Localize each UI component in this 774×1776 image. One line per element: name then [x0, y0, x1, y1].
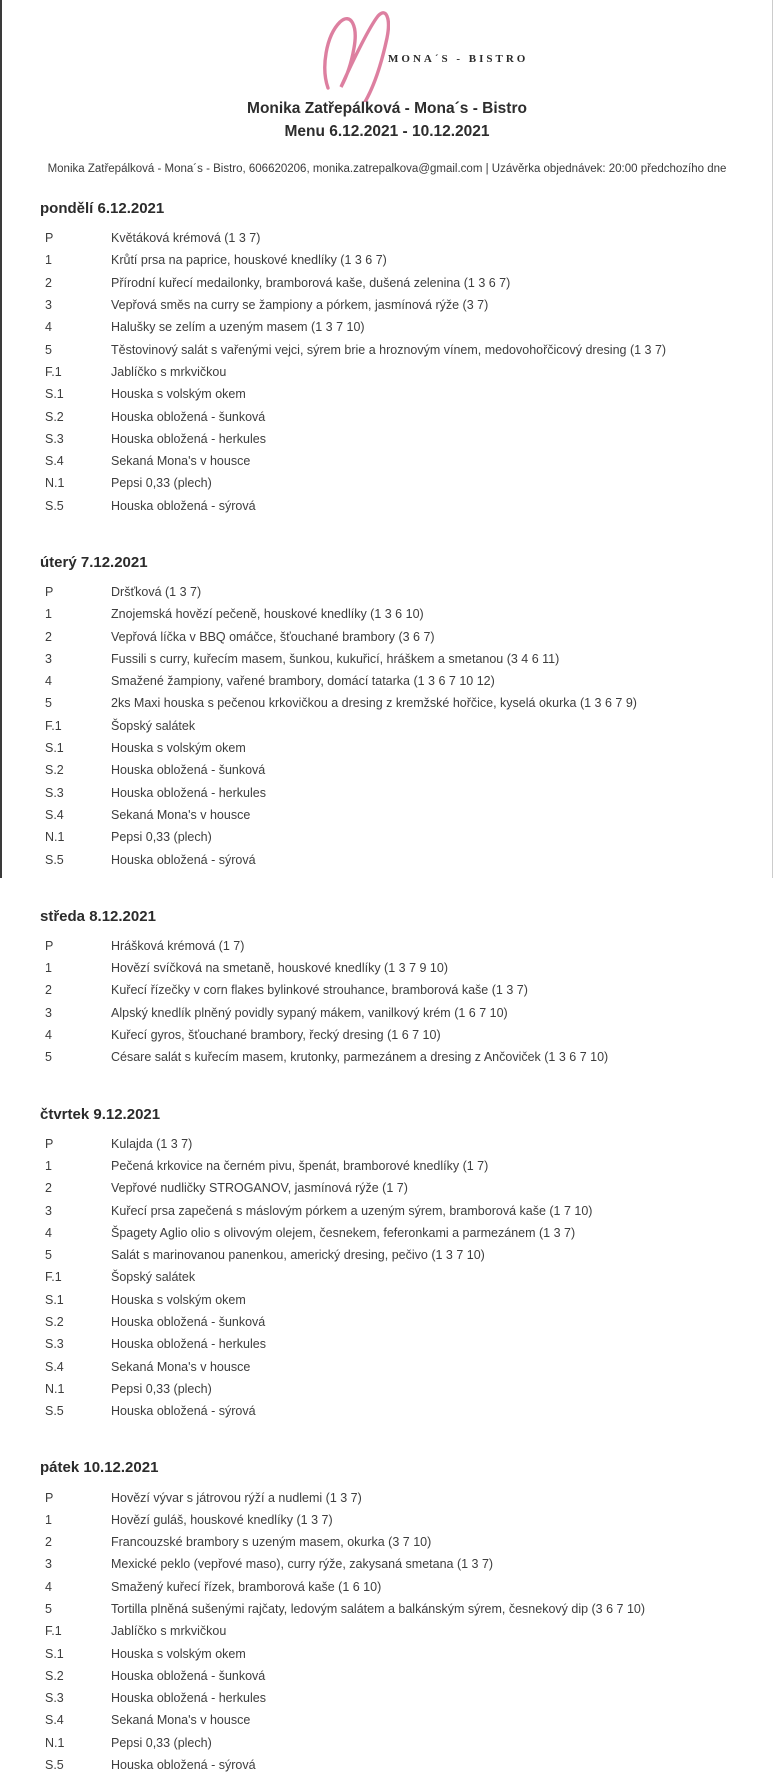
day-section	[0, 1459, 774, 1776]
menu-item-description: Hovězí svíčková na smetaně, houskové knedlíky (1 3 7 9 10)	[111, 961, 448, 976]
menu-item-description: Jablíčko s mrkvičkou	[111, 1624, 227, 1639]
menu-item-code: S.1	[45, 387, 64, 402]
menu-item-description: Sekaná Mona's v housce	[111, 454, 251, 469]
menu-row	[0, 294, 774, 316]
menu-row	[0, 1222, 774, 1244]
day-rows	[0, 227, 774, 517]
menu-item-description: Sekaná Mona's v housce	[111, 1713, 251, 1728]
menu-item-code: S.1	[45, 1292, 64, 1307]
menu-item-description: Smažený kuřecí řízek, bramborová kaše (1 6 10)	[111, 1579, 382, 1594]
menu-row	[0, 338, 774, 360]
menu-row	[0, 1732, 774, 1754]
day-rows	[0, 1486, 774, 1776]
menu-row	[0, 249, 774, 271]
menu-row	[0, 1155, 774, 1177]
bistro-logo	[320, 10, 529, 102]
menu-row	[0, 1289, 774, 1311]
menu-item-description: Pepsi 0,33 (plech)	[111, 476, 212, 491]
menu-row	[0, 1378, 774, 1400]
menu-row	[0, 450, 774, 472]
menu-item-code: N.1	[45, 476, 65, 491]
menu-item-code: 1	[45, 1158, 52, 1173]
day-heading: čtvrtek 9.12.2021	[40, 1105, 161, 1123]
menu-item-description: Francouzské brambory s uzeným masem, okurka (3 7 10)	[111, 1535, 432, 1550]
menu-item-description: Hovězí guláš, houskové knedlíky (1 3 7)	[111, 1512, 333, 1527]
menu-row	[0, 1486, 774, 1508]
menu-item-code: S.3	[45, 785, 64, 800]
menu-item-description: Přírodní kuřecí medailonky, bramborová kaše, dušená zelenina (1 3 6 7)	[111, 275, 511, 290]
menu-item-code: 5	[45, 342, 52, 357]
menu-item-description: Pepsi 0,33 (plech)	[111, 1735, 212, 1750]
menu-row	[0, 272, 774, 294]
menu-row	[0, 1002, 774, 1024]
day-rows	[0, 1133, 774, 1423]
menu-item-description: Hovězí vývar s játrovou rýží a nudlemi (1 3 7)	[111, 1490, 362, 1505]
menu-row	[0, 848, 774, 870]
menu-item-description: Pepsi 0,33 (plech)	[111, 830, 212, 845]
menu-row	[0, 692, 774, 714]
menu-item-description: Houska obložená - herkules	[111, 1337, 266, 1352]
day-section	[0, 908, 774, 1069]
menu-item-code: 3	[45, 1005, 52, 1020]
menu-row	[0, 1531, 774, 1553]
menu-item-code: 1	[45, 961, 52, 976]
menu-item-description: Houska s volským okem	[111, 1646, 246, 1661]
menu-item-code: 5	[45, 1248, 52, 1263]
menu-row	[0, 1266, 774, 1288]
menu-item-code: S.2	[45, 1315, 64, 1330]
menu-item-code: S.2	[45, 409, 64, 424]
menu-item-code: F.1	[45, 1270, 62, 1285]
menu-item-description: Krůtí prsa na paprice, houskové knedlíky (1 3 6 7)	[111, 253, 387, 268]
day-section	[0, 200, 774, 517]
menu-item-description: Kuřecí prsa zapečená s máslovým pórkem a uzeným sýrem, bramborová kaše (1 7 10)	[111, 1203, 593, 1218]
menu-row	[0, 737, 774, 759]
menu-row	[0, 1133, 774, 1155]
menu-item-description: Špagety Aglio olio s olivovým olejem, česnekem, feferonkami a parmezánem (1 3 7)	[111, 1225, 576, 1240]
menu-row	[0, 782, 774, 804]
menu-item-description: Šopský salátek	[111, 718, 196, 733]
menu-row	[0, 472, 774, 494]
menu-item-code: S.5	[45, 1404, 64, 1419]
menu-row	[0, 979, 774, 1001]
menu-row	[0, 648, 774, 670]
menu-item-description: 2ks Maxi houska s pečenou krkovičkou a dresing z kremžské hořčice, kyselá okurka (1 3 6 7 9)	[111, 696, 637, 711]
menu-row	[0, 1576, 774, 1598]
menu-row	[0, 1177, 774, 1199]
menu-item-code: 2	[45, 275, 52, 290]
menu-row	[0, 759, 774, 781]
menu-row	[0, 1509, 774, 1531]
menu-date-range: Menu 6.12.2021 - 10.12.2021	[284, 123, 490, 140]
menu-item-description: Alpský knedlík plněný povidly sypaný mákem, vanilkový krém (1 6 7 10)	[111, 1005, 508, 1020]
menu-item-description: Vepřová líčka v BBQ omáčce, šťouchané brambory (3 6 7)	[111, 629, 435, 644]
day-heading: středa 8.12.2021	[40, 907, 156, 925]
contact-info-line: Monika Zatřepálková - Mona´s - Bistro, 606620206, monika.zatrepalkova@gmail.com | Uzávěrka objednávek: 20:00 předchozího dne	[47, 163, 727, 175]
menu-item-description: Houska obložená - sýrová	[111, 1758, 256, 1773]
menu-item-description: Hrášková krémová (1 7)	[111, 938, 245, 953]
menu-item-description: Těstovinový salát s vařenými vejci, sýrem brie a hroznovým vínem, medovohořčicový dresing (1 3 7)	[111, 342, 667, 357]
menu-row	[0, 670, 774, 692]
page-title: Monika Zatřepálková - Mona´s - Bistro	[247, 100, 527, 117]
menu-item-code: S.2	[45, 763, 64, 778]
menu-item-description: Houska obložená - šunková	[111, 1668, 266, 1683]
menu-item-code: 3	[45, 1203, 52, 1218]
menu-row	[0, 1244, 774, 1266]
menu-item-description: Sekaná Mona's v housce	[111, 1359, 251, 1374]
menu-item-description: Tortilla plněná sušenými rajčaty, ledovým salátem a balkánským sýrem, česnekový dip (3 6 7 10)	[111, 1601, 646, 1616]
menu-item-description: Znojemská hovězí pečeně, houskové knedlíky (1 3 6 10)	[111, 607, 424, 622]
menu-item-code: P	[45, 585, 54, 599]
menu-item-code: 4	[45, 1225, 52, 1240]
menu-item-description: Pepsi 0,33 (plech)	[111, 1381, 212, 1396]
menu-item-code: F.1	[45, 718, 62, 733]
menu-item-description: Salát s marinovanou panenkou, americký dresing, pečivo (1 3 7 10)	[111, 1248, 485, 1263]
menu-item-code: S.3	[45, 431, 64, 446]
menu-item-code: 3	[45, 651, 52, 666]
menu-item-description: Jablíčko s mrkvičkou	[111, 364, 227, 379]
menu-item-code: 2	[45, 983, 52, 998]
menu-item-code: 5	[45, 696, 52, 711]
menu-item-code: P	[45, 1490, 54, 1505]
menu-row	[0, 316, 774, 338]
menu-row	[0, 1024, 774, 1046]
menu-item-description: Kuřecí gyros, šťouchané brambory, řecký dresing (1 6 7 10)	[111, 1028, 441, 1043]
menu-item-description: Šopský salátek	[111, 1270, 196, 1285]
menu-row	[0, 495, 774, 517]
menu-item-code: N.1	[45, 1735, 65, 1750]
menu-item-description: Houska obložená - herkules	[111, 1691, 266, 1706]
menu-item-code: S.3	[45, 1691, 64, 1706]
menu-row	[0, 405, 774, 427]
menu-item-description: Smažené žampiony, vařené brambory, domácí tatarka (1 3 6 7 10 12)	[111, 674, 495, 689]
menu-row	[0, 1665, 774, 1687]
menu-row	[0, 1754, 774, 1776]
bistro-wordmark: MONA´S - BISTRO	[388, 53, 529, 65]
menu-item-code: 5	[45, 1050, 52, 1065]
menu-item-code: 3	[45, 1557, 52, 1572]
menu-item-code: 1	[45, 1512, 52, 1527]
menu-item-code: S.5	[45, 498, 64, 513]
menu-item-description: Houska obložená - sýrová	[111, 498, 256, 513]
menu-row	[0, 1687, 774, 1709]
menu-row	[0, 1709, 774, 1731]
menu-item-description: Houska s volským okem	[111, 387, 246, 402]
menu-item-code: 1	[45, 607, 52, 622]
day-heading: pátek 10.12.2021	[40, 1459, 159, 1477]
menu-item-description: Dršťková (1 3 7)	[111, 585, 202, 599]
menu-item-code: S.3	[45, 1337, 64, 1352]
menu-item-code: F.1	[45, 1624, 62, 1639]
menu-item-description: Mexické peklo (vepřové maso), curry rýže, zakysaná smetana (1 3 7)	[111, 1557, 494, 1572]
menu-row	[0, 581, 774, 603]
menu-row	[0, 1620, 774, 1642]
menu-item-code: P	[45, 938, 54, 953]
menu-item-description: Houska obložená - sýrová	[111, 1404, 256, 1419]
menu-item-code: 1	[45, 253, 52, 268]
menu-item-description: Houska s volským okem	[111, 1292, 246, 1307]
menu-item-code: 2	[45, 1535, 52, 1550]
menu-row	[0, 383, 774, 405]
menu-item-code: S.1	[45, 1646, 64, 1661]
menu-row	[0, 1642, 774, 1664]
menu-item-description: Césare salát s kuřecím masem, krutonky, parmezánem a dresing z Ančoviček (1 3 6 7 10)	[111, 1050, 609, 1065]
menu-item-description: Květáková krémová (1 3 7)	[111, 231, 261, 246]
menu-item-code: P	[45, 1136, 54, 1151]
menu-item-description: Pečená krkovice na černém pivu, špenát, bramborové knedlíky (1 7)	[111, 1158, 489, 1173]
menu-row	[0, 957, 774, 979]
menu-item-code: N.1	[45, 830, 65, 845]
menu-item-code: 5	[45, 1601, 52, 1616]
menu-item-description: Houska obložená - herkules	[111, 431, 266, 446]
menu-row	[0, 361, 774, 383]
menu-item-code: 3	[45, 298, 52, 313]
menu-row	[0, 1046, 774, 1068]
menu-row	[0, 1355, 774, 1377]
menu-item-description: Houska obložená - šunková	[111, 1315, 266, 1330]
day-section	[0, 554, 774, 871]
menu-item-code: P	[45, 231, 54, 246]
menu-item-code: S.4	[45, 1359, 64, 1374]
menu-item-code: S.4	[45, 807, 64, 822]
menu-item-description: Houska obložená - šunková	[111, 409, 266, 424]
menu-row	[0, 804, 774, 826]
menu-row	[0, 227, 774, 249]
day-section	[0, 1106, 774, 1423]
menu-item-description: Kulajda (1 3 7)	[111, 1136, 193, 1151]
menu-item-code: 4	[45, 1028, 52, 1043]
menu-row	[0, 1553, 774, 1575]
menu-row	[0, 428, 774, 450]
menu-item-code: 4	[45, 1579, 52, 1594]
menu-row	[0, 1333, 774, 1355]
menu-row	[0, 1400, 774, 1422]
menu-row	[0, 1311, 774, 1333]
menu-row	[0, 1199, 774, 1221]
menu-item-description: Houska obložená - šunková	[111, 763, 266, 778]
menu-item-code: 4	[45, 674, 52, 689]
menu-item-description: Vepřové nudličky STROGANOV, jasmínová rýže (1 7)	[111, 1181, 408, 1196]
day-rows	[0, 581, 774, 871]
menu-item-code: S.4	[45, 454, 64, 469]
menu-item-description: Sekaná Mona's v housce	[111, 807, 251, 822]
menu-item-code: F.1	[45, 364, 62, 379]
menu-item-code: S.4	[45, 1713, 64, 1728]
menu-row	[0, 625, 774, 647]
menu-item-code: S.5	[45, 1758, 64, 1773]
menu-row	[0, 715, 774, 737]
menu-item-description: Houska obložená - herkules	[111, 785, 266, 800]
menu-item-code: S.5	[45, 852, 64, 867]
menu-row	[0, 826, 774, 848]
menu-item-description: Houska s volským okem	[111, 741, 246, 756]
menu-row	[0, 603, 774, 625]
weekly-menu	[0, 186, 774, 1776]
menu-item-description: Houska obložená - sýrová	[111, 852, 256, 867]
menu-item-description: Kuřecí řízečky v corn flakes bylinkové strouhance, bramborová kaše (1 3 7)	[111, 983, 528, 998]
menu-item-code: 2	[45, 629, 52, 644]
menu-item-code: S.2	[45, 1668, 64, 1683]
day-heading: úterý 7.12.2021	[40, 553, 148, 571]
menu-item-code: N.1	[45, 1381, 65, 1396]
document-header	[0, 0, 774, 186]
menu-item-description: Fussili s curry, kuřecím masem, šunkou, kukuřicí, hráškem a smetanou (3 4 6 11)	[111, 651, 560, 666]
day-rows	[0, 935, 774, 1069]
menu-item-description: Vepřová směs na curry se žampiony a pórkem, jasmínová rýže (3 7)	[111, 298, 489, 313]
menu-item-code: 4	[45, 320, 52, 335]
menu-item-description: Halušky se zelím a uzeným masem (1 3 7 10)	[111, 320, 365, 335]
menu-row	[0, 1598, 774, 1620]
menu-item-code: S.1	[45, 741, 64, 756]
menu-item-code: 2	[45, 1181, 52, 1196]
menu-row	[0, 935, 774, 957]
day-heading: pondělí 6.12.2021	[40, 200, 165, 217]
